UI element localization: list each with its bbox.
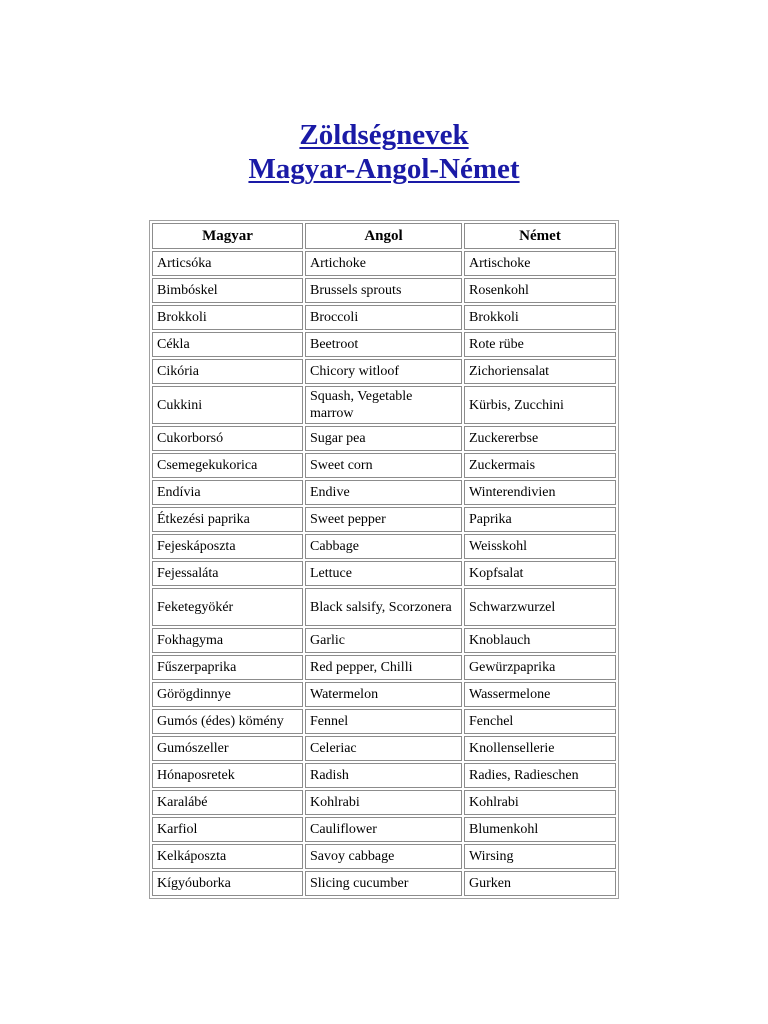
cell-nemet: Gewürzpaprika: [464, 655, 616, 680]
cell-nemet: Zuckermais: [464, 453, 616, 478]
cell-nemet: Radies, Radieschen: [464, 763, 616, 788]
cell-nemet: Paprika: [464, 507, 616, 532]
header-nemet: Német: [464, 223, 616, 249]
table-row: [152, 305, 616, 330]
cell-angol: Savoy cabbage: [305, 844, 462, 869]
cell-angol: Kohlrabi: [305, 790, 462, 815]
cell-angol: Radish: [305, 763, 462, 788]
cell-nemet: Zuckererbse: [464, 426, 616, 451]
cell-angol: Endive: [305, 480, 462, 505]
cell-angol: Beetroot: [305, 332, 462, 357]
cell-angol: Cauliflower: [305, 817, 462, 842]
cell-angol: Brussels sprouts: [305, 278, 462, 303]
table-row: [152, 453, 616, 478]
table-row: [152, 682, 616, 707]
cell-magyar: Fűszerpaprika: [152, 655, 303, 680]
cell-angol: Celeriac: [305, 736, 462, 761]
cell-nemet: Rote rübe: [464, 332, 616, 357]
cell-angol: Squash, Vegetable marrow: [305, 386, 462, 424]
cell-nemet: Gurken: [464, 871, 616, 896]
cell-magyar: Karalábé: [152, 790, 303, 815]
table-row: [152, 871, 616, 896]
table-row: [152, 655, 616, 680]
table-body: [152, 251, 616, 896]
cell-angol: Sweet corn: [305, 453, 462, 478]
cell-angol: Broccoli: [305, 305, 462, 330]
cell-nemet: Wassermelone: [464, 682, 616, 707]
table-row: [152, 844, 616, 869]
cell-nemet: Rosenkohl: [464, 278, 616, 303]
table-row: [152, 426, 616, 451]
cell-nemet: Zichoriensalat: [464, 359, 616, 384]
cell-magyar: Endívia: [152, 480, 303, 505]
cell-magyar: Étkezési paprika: [152, 507, 303, 532]
table-row: [152, 278, 616, 303]
cell-angol: Slicing cucumber: [305, 871, 462, 896]
cell-angol: Red pepper, Chilli: [305, 655, 462, 680]
table-row: [152, 709, 616, 734]
table-header-row: [152, 223, 616, 249]
table-row: [152, 359, 616, 384]
cell-magyar: Cukorborsó: [152, 426, 303, 451]
title-line-2: Magyar-Angol-Német: [248, 153, 520, 185]
cell-angol: Chicory witloof: [305, 359, 462, 384]
header-magyar: Magyar: [152, 223, 303, 249]
table-row: [152, 507, 616, 532]
cell-magyar: Fejessaláta: [152, 561, 303, 586]
cell-nemet: Weisskohl: [464, 534, 616, 559]
table-row: [152, 790, 616, 815]
table-row: [152, 480, 616, 505]
cell-angol: Artichoke: [305, 251, 462, 276]
table-row: [152, 251, 616, 276]
cell-angol: Cabbage: [305, 534, 462, 559]
cell-magyar: Feketegyökér: [152, 588, 303, 626]
cell-magyar: Bimbóskel: [152, 278, 303, 303]
cell-nemet: Artischoke: [464, 251, 616, 276]
cell-nemet: Wirsing: [464, 844, 616, 869]
cell-nemet: Kopfsalat: [464, 561, 616, 586]
cell-nemet: Schwarzwurzel: [464, 588, 616, 626]
cell-magyar: Fokhagyma: [152, 628, 303, 653]
cell-angol: Sweet pepper: [305, 507, 462, 532]
cell-magyar: Hónaposretek: [152, 763, 303, 788]
table-row: [152, 386, 616, 424]
cell-magyar: Kígyóuborka: [152, 871, 303, 896]
cell-nemet: Winterendivien: [464, 480, 616, 505]
cell-magyar: Cékla: [152, 332, 303, 357]
cell-nemet: Brokkoli: [464, 305, 616, 330]
document-title: [0, 118, 768, 186]
cell-angol: Sugar pea: [305, 426, 462, 451]
cell-magyar: Gumós (édes) kömény: [152, 709, 303, 734]
cell-angol: Watermelon: [305, 682, 462, 707]
cell-angol: Garlic: [305, 628, 462, 653]
table-row: [152, 736, 616, 761]
table-row: [152, 763, 616, 788]
cell-magyar: Gumószeller: [152, 736, 303, 761]
cell-angol: Lettuce: [305, 561, 462, 586]
cell-magyar: Articsóka: [152, 251, 303, 276]
cell-nemet: Kürbis, Zucchini: [464, 386, 616, 424]
table-row: [152, 817, 616, 842]
cell-magyar: Karfiol: [152, 817, 303, 842]
cell-nemet: Knollensellerie: [464, 736, 616, 761]
cell-angol: Black salsify, Scorzonera: [305, 588, 462, 626]
cell-nemet: Kohlrabi: [464, 790, 616, 815]
cell-angol: Fennel: [305, 709, 462, 734]
table-row: [152, 534, 616, 559]
cell-magyar: Fejeskáposzta: [152, 534, 303, 559]
title-line-1: Zöldségnevek: [299, 119, 469, 151]
cell-magyar: Cukkini: [152, 386, 303, 424]
table-row: [152, 561, 616, 586]
table-row: [152, 588, 616, 626]
cell-nemet: Knoblauch: [464, 628, 616, 653]
cell-magyar: Görögdinnye: [152, 682, 303, 707]
cell-magyar: Kelkáposzta: [152, 844, 303, 869]
cell-nemet: Blumenkohl: [464, 817, 616, 842]
header-angol: Angol: [305, 223, 462, 249]
cell-magyar: Cikória: [152, 359, 303, 384]
cell-nemet: Fenchel: [464, 709, 616, 734]
vegetable-table: [149, 220, 619, 899]
cell-magyar: Csemegekukorica: [152, 453, 303, 478]
cell-magyar: Brokkoli: [152, 305, 303, 330]
table-row: [152, 628, 616, 653]
table-row: [152, 332, 616, 357]
vegetable-table-container: [149, 220, 619, 899]
